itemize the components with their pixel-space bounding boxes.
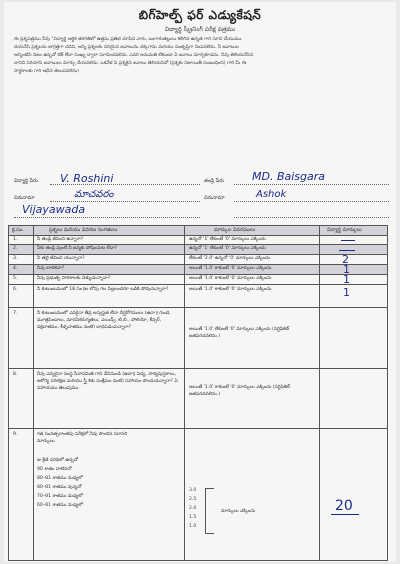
answer-value: 20 — [335, 498, 353, 514]
grade-score: 2.0 — [189, 506, 197, 511]
grade-option: ఆ శ్రేణి పరిధిలో ఉన్నచో — [37, 458, 78, 463]
form-subtitle: విద్యార్థి స్క్రీనింగ్ పరీక్ష పత్రము — [164, 26, 236, 33]
row-question: నీ తండ్రి జీవించి ఉన్నారా? — [37, 237, 84, 242]
row-marks-rule: ఉన్నచో '1' లేకుంటే '0' మార్కులు ఎక్కించు — [189, 237, 266, 242]
row-question: నీ కుటుంబములో 18 సం॥ల లోపు గల పిల్లలందరూ బడికి పోవుచున్నారా? — [37, 287, 169, 292]
grade-scores — [189, 486, 196, 531]
row-question: నీవు ప్రభుత్వ పాఠశాలకు వెళ్ళుచున్నావా? — [37, 276, 111, 281]
answer-dash — [341, 240, 355, 241]
grade-score: 3.0 — [189, 488, 197, 493]
instruction-line: సార్థకాలకు గారి ఆధీన తెలుపవలెను) — [14, 69, 79, 74]
grade-score: 1.5 — [189, 515, 197, 520]
grade-score: 1.0 — [189, 524, 197, 529]
grade-score: 2.5 — [189, 497, 197, 502]
header-question: ప్రశ్నలు మరియు వివరణ సంగతులు — [49, 227, 118, 233]
row-marks-rule: అయితే '1.0' కాకుంటే '0' మార్కులు ఎక్కించు (సర్టిఫికెట్ జతపరచవలెను.) — [189, 385, 290, 397]
answer-underline — [331, 514, 359, 515]
row-number: 7. — [13, 311, 18, 316]
header-serial: క్ర.సం. — [12, 227, 24, 233]
questions-table — [8, 225, 388, 561]
row-question: నీకు తండ్రి వుంటే నీ జన్మకు పోషించుట లేదా? — [37, 246, 117, 251]
instructions-paragraph — [14, 36, 386, 76]
row-marks-rule: మార్కులు ఎక్కించు — [221, 509, 256, 514]
row-number: 8. — [13, 372, 18, 377]
row-marks-rule: అయితే '1.0' కాకుంటే '0' మార్కులు ఎక్కించు — [189, 266, 272, 271]
address2-line-2[interactable] — [234, 217, 389, 218]
grade-option: 80–81 శాతము మధ్యలో — [37, 476, 83, 481]
address-value-1: మాచవరం — [74, 189, 114, 200]
instruction-line: ఈ ప్రశ్నపత్రము నీవు "విద్యార్థి ఆర్థిక తరగతిలో ఉత్తమ ప్రతిభ చూపిన వారు, బంగారుతల్లులు కలిగిన ఉన్నత గారి సూచి చేయుము. — [14, 37, 243, 42]
instruction-line: దయచేసి ప్రశ్నలను జాగ్రత్తగా చదివి, అన్ని ప్రశ్నలకు సరియైన జవాబును చక్కగాను మరియు సంతృప్తిగా నింపవలెను. నీ జవాబుల — [14, 45, 239, 50]
row-divider — [9, 284, 387, 285]
row-number: 5. — [13, 276, 18, 281]
instruction-line: దానిని సరిచూసి జవాబులు మార్పు చేయవలెను. ఒకవేళ ఏ ప్రశ్నకైన జవాబు తెలియనిచో (ప్రశ్నకు నిజాయితీ సంబంధించి) గారి మీ ఈ — [14, 61, 247, 66]
row-number: 1. — [13, 237, 18, 242]
column-divider — [184, 226, 185, 560]
grade-option: 70–81 శాతము మధ్యలో — [37, 494, 83, 499]
header-marks: మార్కుల వివరములు — [214, 227, 256, 233]
row-marks-rule: అయితే '1.0' కాకుంటే '0' మార్కులు ఎక్కించు — [189, 276, 272, 281]
answer-value: 2 — [342, 253, 349, 266]
answer-value: 1 — [343, 286, 350, 299]
row-question: నీ కుటుంబములో ఎవరైనా తీవ్ర అస్వస్థత లేదా దీర్ఘరోగములు (ఉదా॥ గుండె, మూత్రపిండాలు, మానసికరుగ్మతలు, ఎయిడ్స్, టి.బి., పోలియో, కేన్సర్, పక్షవాతము, కీళ్ళవాతము వంటి) బాధపడుచున్నారా? — [37, 311, 171, 330]
row-question: గత సంవత్సరాంతపు పరీక్షలో నీవు పొందిన సరాసరి మార్కులు — [37, 432, 128, 444]
answer-dash — [339, 250, 355, 251]
instruction-line: అన్నింటిని నిజం ఉన్నచో టిక్ లేదా సంఖ్య ద్వారా సూచించవలెను. ఎవరి అనుమతి లేకుండా ఏ జవాబు మార్చకూడదు. నీవు తెలియచేసిన — [14, 53, 254, 58]
address-label: చిరునామా — [14, 195, 35, 201]
answer-value: 1 — [343, 263, 350, 276]
row-marks-rule: అయితే '1.0' లేకుంటే '0' మార్కులు ఎక్కించు (సర్టిఫికెట్ జతపరచవలెను.) — [189, 327, 290, 339]
row-number: 9. — [13, 432, 18, 437]
father-name-line[interactable] — [234, 184, 389, 185]
row-marks-rule: ఉన్నచో '1' లేకుంటే '0' మార్కులు ఎక్కించు — [189, 246, 266, 251]
row-marks-rule: అయితే '1.0' కాకుంటే '0' మార్కులు ఎక్కించు — [189, 287, 272, 292]
row-number: 3. — [13, 256, 18, 261]
row-question: నీవు బాలికవా? — [37, 266, 65, 271]
address2-line[interactable] — [234, 201, 389, 202]
row-divider — [9, 428, 387, 429]
form-title: బిగ్‌హెల్ప్ ఫర్ ఎడ్యుకేషన్ — [138, 8, 262, 22]
column-divider — [319, 226, 320, 560]
father-name-value: MD. Baisgara — [252, 170, 326, 183]
grade-option: 60–81 శాతము మధ్యలో — [37, 503, 83, 508]
row-number: 4. — [13, 266, 18, 271]
row-question: నీవు ఎవ్వరైనా సంస్థ సేవాసమితి గాని దేనినుండి (ఉదా॥ విద్య, పాఠ్యపుస్తకాలు, ఆరోగ్య పరిరక్షణ మరియు స్త్రీ శిశు సంక్షేమం వంటి) సహాయం పొందుచున్నారా? ఏ సహాయము తెలుపుము. — [37, 372, 178, 391]
row-divider — [9, 307, 387, 308]
row-marks-rule: లేకుంటే '2.0' ఉన్నచో '0' మార్కులు ఎక్కించు — [189, 256, 271, 261]
grade-bracket — [205, 488, 214, 534]
address-line-1[interactable] — [50, 201, 200, 202]
address-line-2[interactable] — [14, 217, 200, 218]
row-divider — [9, 368, 387, 369]
row-question: నీ తల్లి జీవించి యున్నారా? — [37, 256, 85, 261]
column-divider — [33, 226, 34, 560]
grade-option: 80–81 శాతము వున్నచో — [37, 485, 82, 490]
student-name-label: విద్యార్థి పేరు — [14, 178, 38, 184]
mother-name-value: Ashok — [256, 189, 287, 200]
father-name-label: తండ్రి పేరు — [204, 178, 224, 184]
header-student-marks: విద్యార్థి మార్కులు — [327, 227, 362, 233]
grade-option: 90 శాతం దాటినచో — [37, 467, 72, 472]
student-name-value: V. Roshini — [60, 172, 114, 185]
grade-options-list — [37, 456, 177, 510]
address-value-2: Vijayawada — [22, 203, 86, 216]
answer-value: 1 — [343, 273, 350, 286]
row-number: 2. — [13, 246, 18, 251]
row-number: 6. — [13, 287, 18, 292]
address2-label: చిరునామా — [204, 195, 225, 201]
